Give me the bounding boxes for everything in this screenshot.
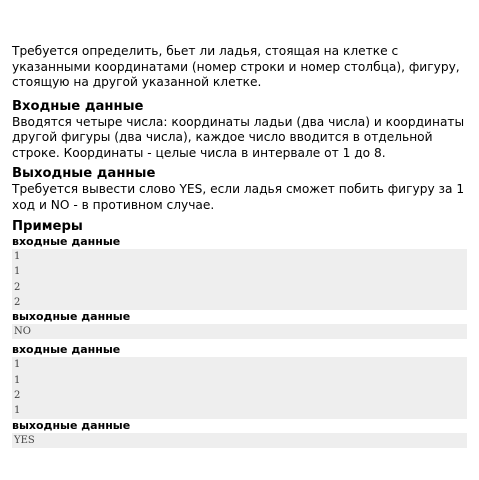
examples-title: Примеры [12, 219, 83, 234]
example-2-input-line: 2 [14, 390, 21, 402]
problem-statement: Требуется определить, бьет ли ладья, стоящая на клетке с указанными координатами (номер строки и номер столбца), фигуру, стоящую на другой указанной клетке. [12, 44, 460, 89]
example-1-input-line: 2 [14, 281, 21, 293]
input-section-text: Вводятся четыре числа: координаты ладьи (два числа) и координаты другой фигуры (два числа), каждое число вводится в отдельной строке. Координаты - целые числа в интервале от 1 до 8. [12, 114, 465, 160]
example-2-input-block [12, 357, 467, 418]
example-2-input-line: 1 [14, 359, 21, 371]
input-section-title: Входные данные [12, 98, 144, 114]
example-1-input-block [12, 249, 467, 310]
example-1-output-line: NO [14, 326, 31, 338]
example-1-output-label: выходные данные [12, 310, 131, 324]
example-2-output-block [12, 433, 467, 448]
example-1-input-line: 2 [14, 296, 21, 308]
example-1-input-line: 1 [14, 266, 21, 278]
example-2-input-line: 1 [14, 405, 21, 417]
example-2-output-label: выходные данные [12, 418, 131, 432]
example-2-output-line: YES [14, 434, 35, 446]
example-1-input-line: 1 [14, 251, 21, 262]
output-section-text: Требуется вывести слово YES, если ладья сможет побить фигуру за 1 ход и NO - в противном случае. [12, 182, 465, 212]
example-2-input-line: 1 [14, 374, 21, 386]
examples-list [12, 235, 467, 448]
example-2-input-label: входные данные [12, 343, 121, 357]
example-1-output-block [12, 324, 467, 339]
example-1-input-label: входные данные [12, 235, 121, 248]
output-section-title: Выходные данные [12, 166, 156, 181]
